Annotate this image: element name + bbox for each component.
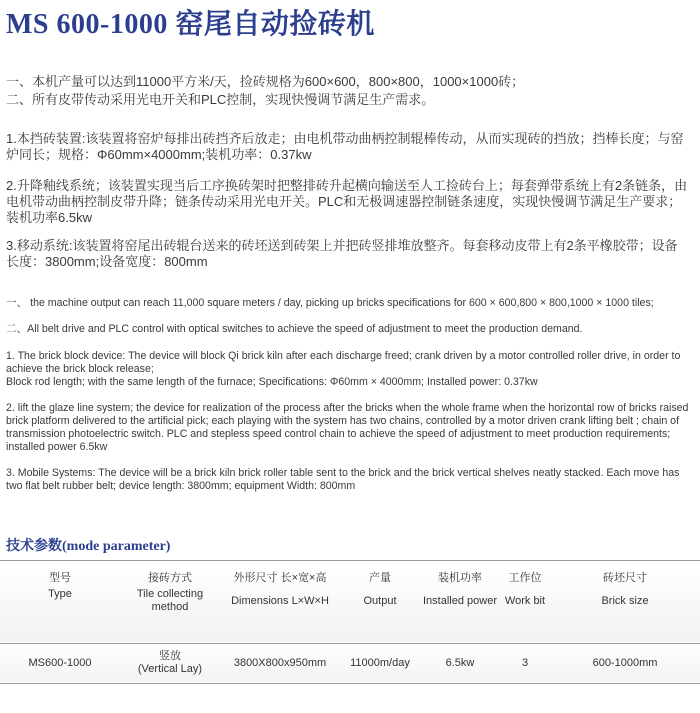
intro-en-2: 二、All belt drive and PLC control with optical switches to achieve the speed of adjustment to meet the production demand. [6, 323, 583, 335]
intro-en-1: 一、 the machine output can reach 11,000 square meters / day, picking up bricks specifications for 600 × 600,800 × 800,1000 × 1000 tiles; [6, 297, 654, 309]
header-output: 产量 Output [363, 572, 397, 607]
intro-zh-2: 二、所有皮带传动采用光电开关和PLC控制，实现快慢调节满足生产需求。 [6, 92, 435, 107]
feature-zh-1: 1.本挡砖装置:该装置将窑炉每排出砖挡齐后放走；由电机带动曲柄控制辊棒传动，从而实现砖的挡放；挡棒长度；与窑炉同长；规格：Φ60mm×4000mm;装机功率：0.37kw [6, 131, 684, 162]
feature-zh-3: 3.移动系统:该装置将窑尾出砖辊台送来的砖坯送到砖架上并把砖竖排堆放整齐。每套移动皮带上有2条平橡胶带；设备长度：3800mm;设备宽度：800mm [6, 238, 678, 269]
params-table [0, 561, 700, 684]
cell-method: 竖放 (Vertical Lay) [137, 650, 203, 675]
feature-zh-2: 2.升降釉线系统；该装置实现当后工序换砖架时把整排砖升起横向输送至人工捡砖台上；每套弹带系统上有2条链条，由电机带动曲柄控制皮带升降；链条传动采用光电开关。PLC和无极调速器控制链条速度，实现快慢调节满足生产要求；装机功率6.5kw [6, 178, 688, 225]
cell-power: 6.5kw [445, 656, 475, 669]
feature-en-1: 1. The brick block device: The device will block Qi brick kiln after each discharge freed; crank driven by a motor controlled roller drive, in order to achieve the brick block release; Block rod length; with the same length of the furnace; Specifications: Φ60mm × 4000mm; Installed power: 0.37kw [6, 350, 681, 388]
cell-work-bit: 3 [521, 656, 529, 669]
page-title: MS 600-1000 窑尾自动捡砖机 [6, 9, 375, 40]
header-type: 型号 Type [48, 572, 72, 600]
cell-brick-size: 600-1000mm [592, 656, 658, 669]
cell-dimensions: 3800X800x950mm [233, 656, 327, 669]
cell-type: MS600-1000 [28, 656, 92, 669]
params-table-wrap [0, 561, 700, 684]
header-power: 装机功率 Installed power [423, 572, 497, 607]
feature-en-2: 2. lift the glaze line system; the device for realization of the process after the bricks when the whole frame when the horizontal row of bricks raised brick platform delivered to the artificial pick; each playing with the system has two chains, controlled by a motor driven crank lifting belt ; chain of transmission photoelectric switch. PLC and stepless speed control chain to achieve the speed of adjustment to meet production requirements; installed power 6.5kw [6, 402, 689, 453]
params-section-title: 技术参数(mode parameter) [6, 539, 171, 554]
cell-output: 11000m/day [350, 656, 410, 669]
header-work-bit: 工作位 Work bit [504, 572, 546, 607]
feature-en-3: 3. Mobile Systems: The device will be a brick kiln brick roller table sent to the brick and the brick vertical shelves neatly stacked. Each move has two flat belt rubber belt; device length: 3800mm; equipment Width: 800mm [6, 467, 680, 492]
header-dimensions: 外形尺寸 长×宽×高 Dimensions L×W×H [231, 572, 329, 607]
table-row [0, 643, 700, 683]
table-header-row [0, 561, 700, 643]
intro-zh-1: 一、本机产量可以达到11000平方米/天，捡砖规格为600×600，800×800，1000×1000砖； [6, 74, 525, 89]
header-brick-size: 砖坯尺寸 Brick size [601, 572, 649, 607]
header-method: 接砖方式 Tile collecting method [136, 572, 204, 613]
